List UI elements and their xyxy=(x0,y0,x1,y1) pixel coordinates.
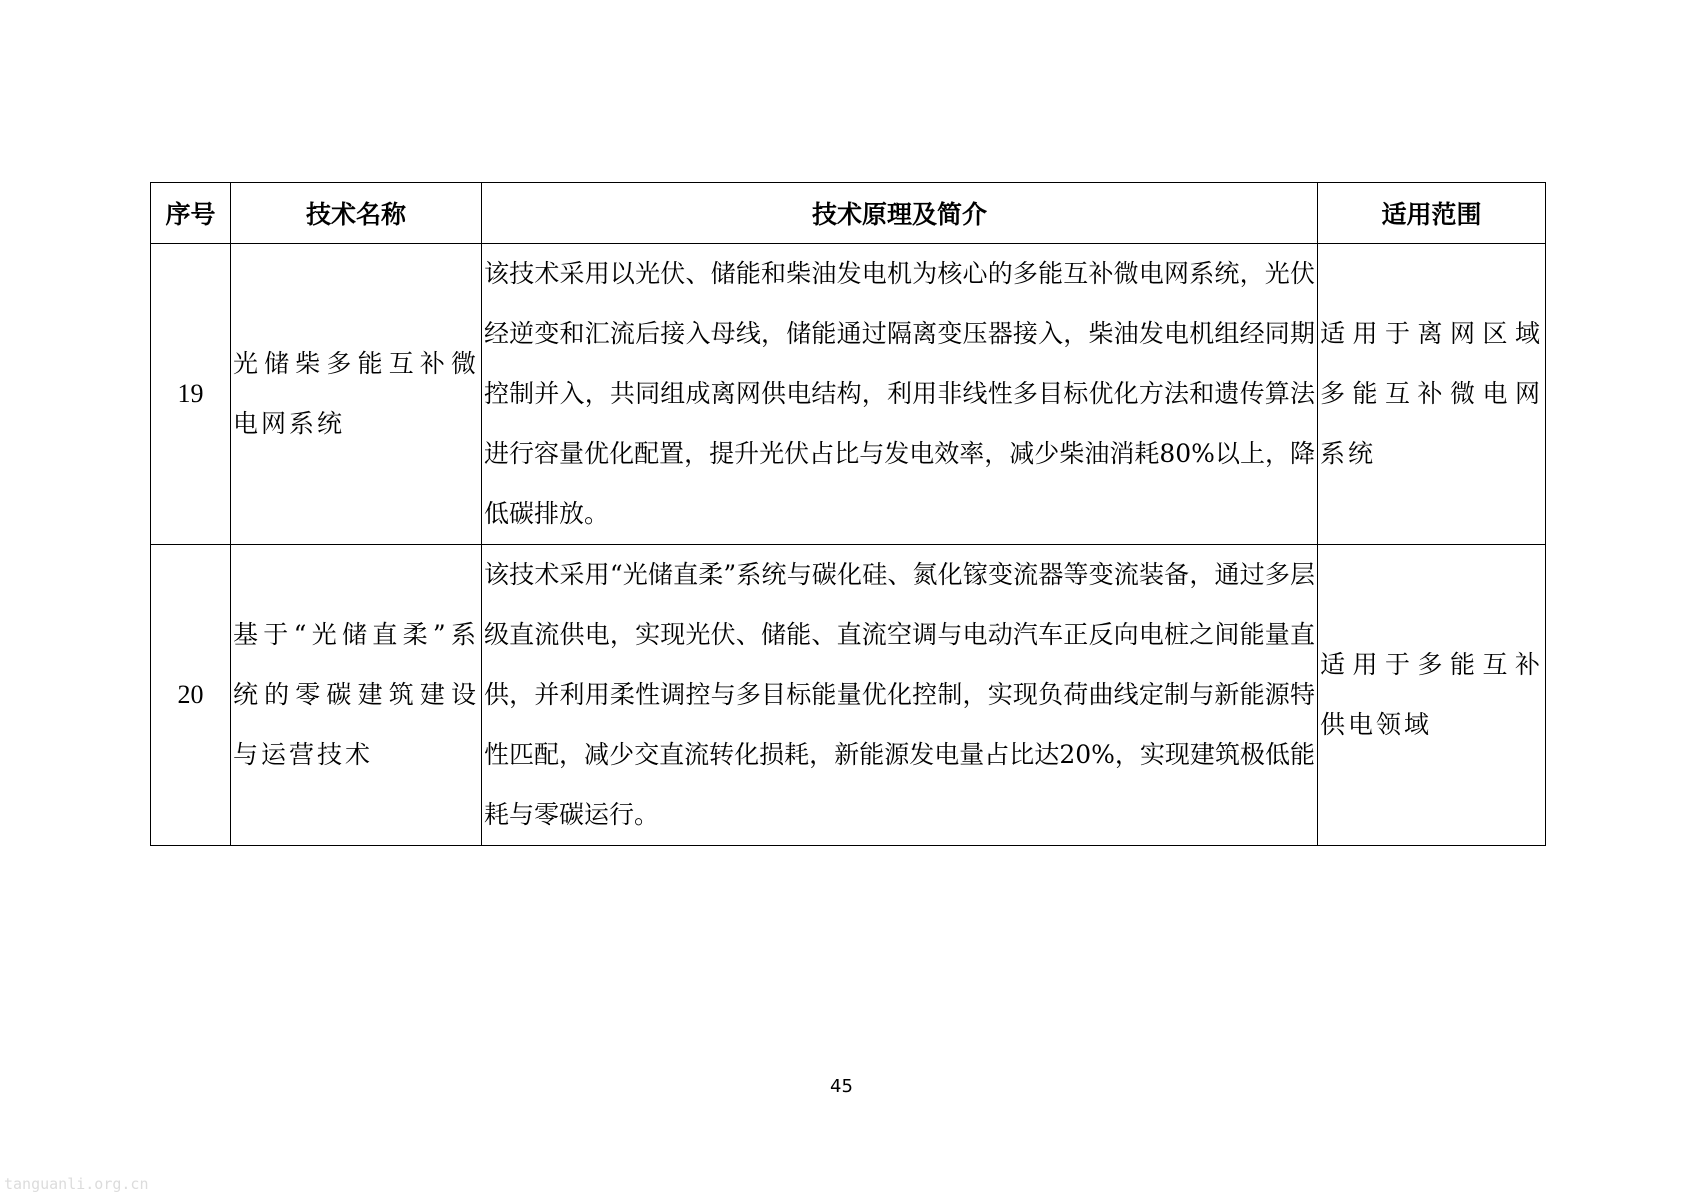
watermark-text: tanguanli.org.cn xyxy=(4,1175,149,1193)
table-row xyxy=(151,545,1546,846)
row-serial-number: 20 xyxy=(151,545,231,846)
row-technology-description: 该技术采用以光伏、储能和柴油发电机为核心的多能互补微电网系统，光伏经逆变和汇流后接入母线，储能通过隔离变压器接入，柴油发电机组经同期控制并入，共同组成离网供电结构，利用非线性多目标优化方法和遗传算法进行容量优化配置，提升光伏占比与发电效率，减少柴油消耗80%以上，降低碳排放。 xyxy=(482,244,1318,545)
header-serial-number: 序号 xyxy=(151,183,231,244)
header-technology-principle: 技术原理及简介 xyxy=(482,183,1318,244)
row-technology-description: 该技术采用“光储直柔”系统与碳化硅、氮化镓变流器等变流装备，通过多层级直流供电，实现光伏、储能、直流空调与电动汽车正反向电桩之间能量直供，并利用柔性调控与多目标能量优化控制，实现负荷曲线定制与新能源特性匹配，减少交直流转化损耗，新能源发电量占比达20%，实现建筑极低能耗与零碳运行。 xyxy=(482,545,1318,846)
row-application-scope: 适用于多能互补供电领域 xyxy=(1318,545,1546,846)
technology-table xyxy=(150,182,1546,846)
page-number: 45 xyxy=(830,1076,853,1097)
header-technology-name: 技术名称 xyxy=(231,183,482,244)
header-application-scope: 适用范围 xyxy=(1318,183,1546,244)
table-header-row xyxy=(151,183,1546,244)
row-technology-name: 光储柴多能互补微电网系统 xyxy=(231,244,482,545)
row-application-scope: 适用于离网区域多能互补微电网系统 xyxy=(1318,244,1546,545)
row-technology-name: 基于“光储直柔”系统的零碳建筑建设与运营技术 xyxy=(231,545,482,846)
table-row xyxy=(151,244,1546,545)
row-serial-number: 19 xyxy=(151,244,231,545)
